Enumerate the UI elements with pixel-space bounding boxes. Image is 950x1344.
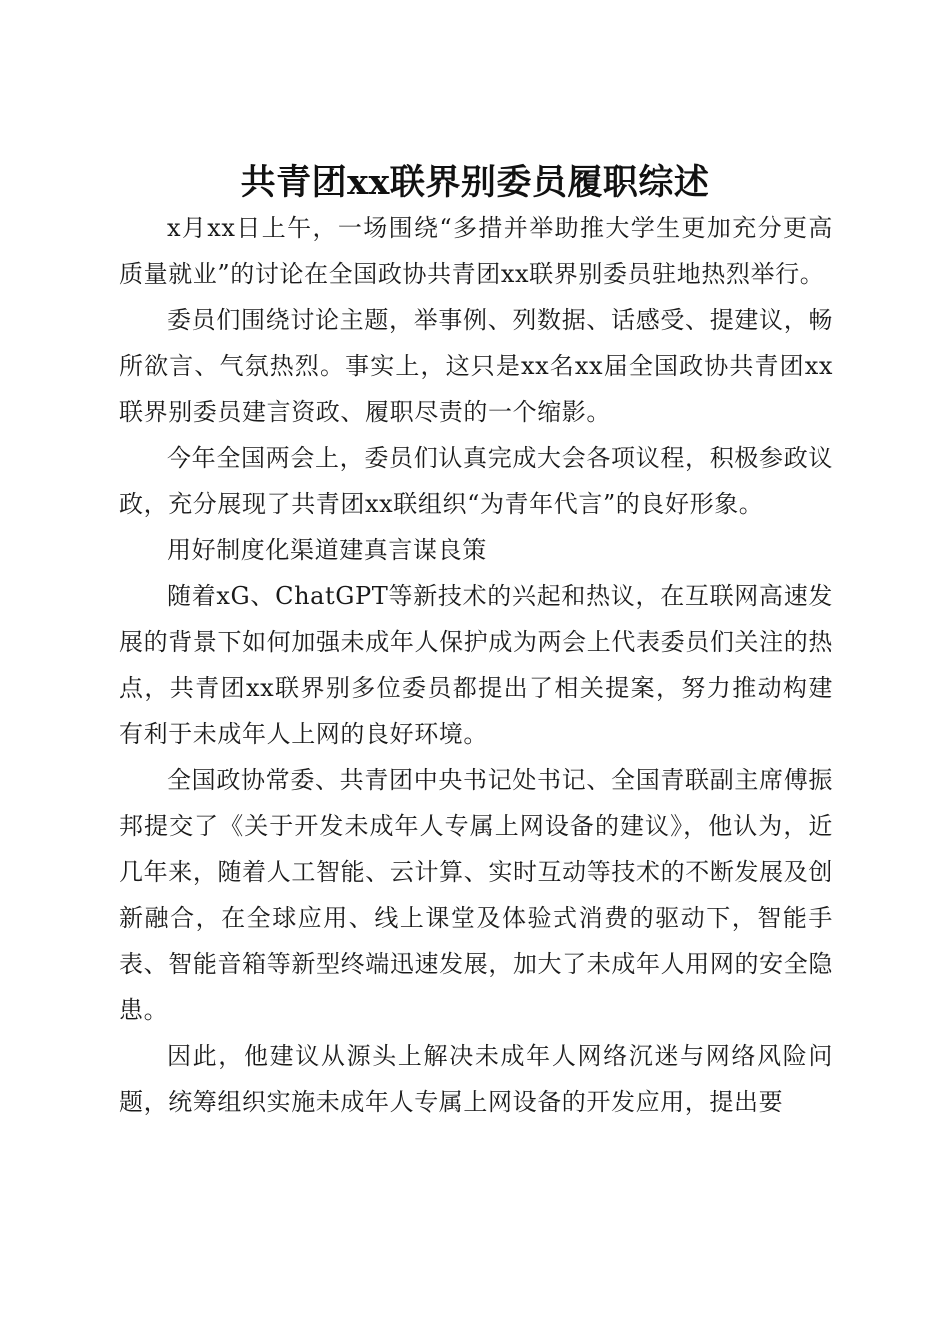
paragraph-6: 因此，他建议从源头上解决未成年人网络沉迷与网络风险问题，统筹组织实施未成年人专属上网设备的开发应用，提出要: [119, 1042, 833, 1116]
document-title: 共青团xx联界别委员履职综述: [240, 162, 710, 204]
paragraph-1: x月xx日上午，一场围绕“多措并举助推大学生更加充分更高质量就业”的讨论在全国政协共青团xx联界别委员驻地热烈举行。: [119, 214, 833, 288]
paragraph-5: 全国政协常委、共青团中央书记处书记、全国青联副主席傅振邦提交了《关于开发未成年人专属上网设备的建议》，他认为，近几年来，随着人工智能、云计算、实时互动等技术的不断发展及创新融合，在全球应用、线上课堂及体验式消费的驱动下，智能手表、智能音箱等新型终端迅速发展，加大了未成年人用网的安全隐患。: [119, 766, 833, 1024]
paragraph-4: 随着xG、ChatGPT等新技术的兴起和热议，在互联网高速发展的背景下如何加强未成年人保护成为两会上代表委员们关注的热点，共青团xx联界别多位委员都提出了相关提案，努力推动构建有利于未成年人上网的良好环境。: [119, 582, 833, 748]
document-body: [119, 205, 833, 1125]
section-heading: 用好制度化渠道建真言谋良策: [167, 536, 487, 564]
paragraph-3: 今年全国两会上，委员们认真完成大会各项议程，积极参政议政，充分展现了共青团xx联组织“为青年代言”的良好形象。: [119, 444, 833, 518]
paragraph-2: 委员们围绕讨论主题，举事例、列数据、话感受、提建议，畅所欲言、气氛热烈。事实上，这只是xx名xx届全国政协共青团xx联界别委员建言资政、履职尽责的一个缩影。: [119, 306, 833, 426]
